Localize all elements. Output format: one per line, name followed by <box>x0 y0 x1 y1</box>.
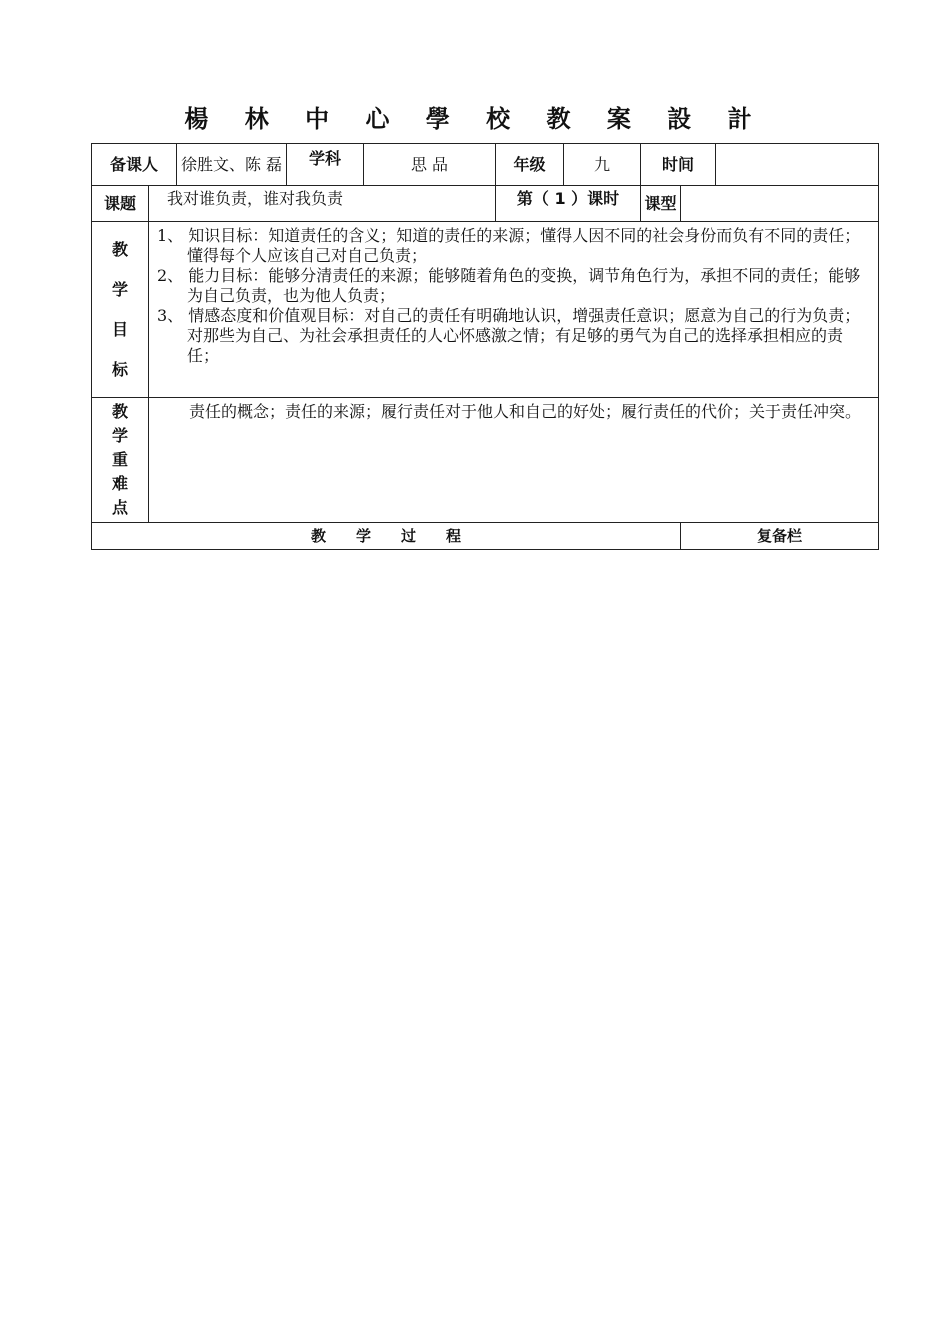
objectives-content <box>149 222 879 398</box>
key-points-label-char: 学 <box>111 426 128 445</box>
type-label: 课型 <box>641 186 681 222</box>
subject-label: 学科 <box>287 144 364 186</box>
time-value <box>716 144 879 186</box>
time-label: 时间 <box>641 144 716 186</box>
header-row <box>92 144 879 186</box>
process-row <box>92 523 879 550</box>
lesson-plan-table <box>91 143 879 550</box>
objective-item: 3、 情感态度和价值观目标：对自己的责任有明确地认识，增强责任意识；愿意为自己的行为负责；对那些为自己、为社会承担责任的人心怀感激之情；有足够的勇气为自己的选择承担相应的责任； <box>157 306 861 365</box>
key-points-label-char: 重 <box>111 450 128 469</box>
grade-value: 九 <box>564 144 641 186</box>
key-points-label-char: 教 <box>111 402 128 421</box>
key-points-label-char: 难 <box>111 474 128 493</box>
objectives-label-char: 标 <box>111 359 128 379</box>
key-points-content <box>149 398 879 523</box>
notes-label: 复备栏 <box>681 523 879 550</box>
key-points-text: 责任的概念；责任的来源；履行责任对于他人和自己的好处；履行责任的代价；关于责任冲突。 <box>189 402 862 421</box>
topic-value: 我对谁负责，谁对我负责 <box>149 186 496 222</box>
key-points-label-char: 点 <box>111 498 128 517</box>
key-points-label <box>92 398 149 523</box>
key-points-row <box>92 398 879 523</box>
topic-row <box>92 186 879 222</box>
page-title: 楊 林 中 心 學 校 教 案 設 計 <box>184 105 766 133</box>
objectives-label <box>92 222 149 398</box>
objective-item: 2、 能力目标：能够分清责任的来源；能够随着角色的变换，调节角色行为，承担不同的责任；能够为自己负责，也为他人负责； <box>157 266 861 305</box>
objectives-row <box>92 222 879 398</box>
preparer-value: 徐胜文、陈 磊 <box>177 144 287 186</box>
preparer-label: 备课人 <box>92 144 177 186</box>
process-label: 教 学 过 程 <box>92 523 681 550</box>
type-value <box>681 186 879 222</box>
objectives-label-char: 目 <box>111 319 128 339</box>
subject-value: 思 品 <box>364 144 496 186</box>
objective-item: 1、 知识目标：知道责任的含义；知道的责任的来源；懂得人因不同的社会身份而负有不同的责任；懂得每个人应该自己对自己负责； <box>157 226 861 265</box>
period-label: 第（ 1 ）课时 <box>496 186 641 222</box>
objectives-label-char: 教 <box>111 239 128 259</box>
grade-label: 年级 <box>496 144 564 186</box>
objectives-label-char: 学 <box>111 279 128 299</box>
topic-label: 课题 <box>92 186 149 222</box>
